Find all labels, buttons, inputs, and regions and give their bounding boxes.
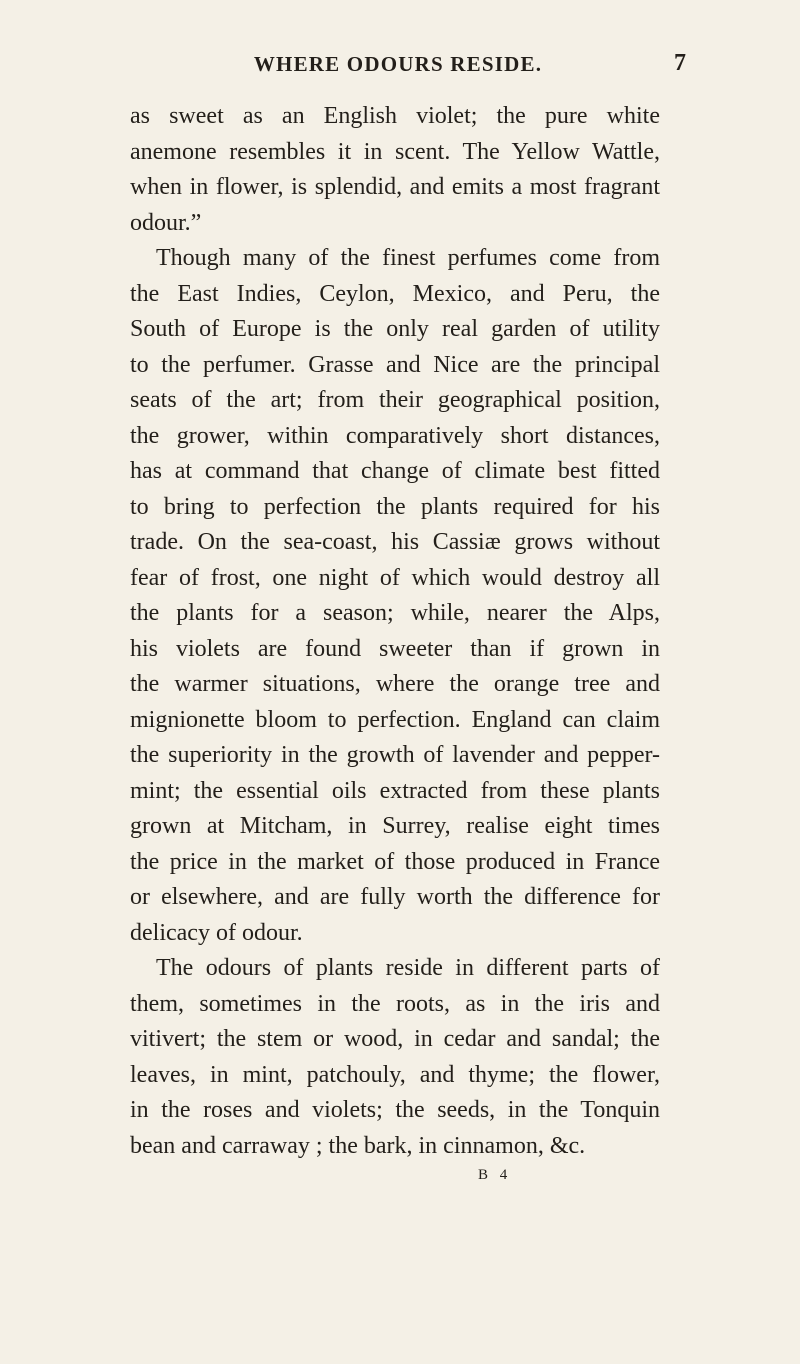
text-line: the price in the market of those produced in France [130,848,660,875]
text-line: trade. On the sea-coast, his Cassiæ grows without [130,529,660,555]
text-line: Though many of the finest perfumes come from [156,245,660,271]
printer-signature: B 4 [478,1167,512,1183]
text-line: delicacy of odour. [130,919,303,946]
text-line: mint; the essential oils extracted from these plants [130,777,660,804]
text-line: as sweet as an English violet; the pure white [130,103,660,129]
text-line: when in flower, is splendid, and emits a most fragrant [130,174,660,200]
text-line: The odours of plants reside in different parts of [156,955,660,981]
text-line: to the perfumer. Grasse and Nice are the principal [130,351,660,378]
text-line: has at command that change of climate best fitted [130,458,660,484]
text-line: in the roses and violets; the seeds, in the Tonquin [130,1097,660,1123]
running-title: WHERE ODOURS RESIDE. [253,52,543,76]
text-line: bean and carraway ; the bark, in cinnamon, &c. [130,1132,586,1159]
text-line: mignionette bloom to perfection. England can claim [130,706,660,733]
text-line: them, sometimes in the roots, as in the iris and [130,990,660,1017]
page-number: 7 [674,50,686,76]
text-line: anemone resembles it in scent. The Yellow Wattle, [130,138,660,165]
text-line: fear of frost, one night of which would destroy all [130,564,660,591]
text-line: grown at Mitcham, in Surrey, realise eight times [130,813,660,839]
text-line: vitivert; the stem or wood, in cedar and sandal; the [130,1026,660,1052]
text-line: seats of the art; from their geographical position, [130,387,660,413]
text-line: the warmer situations, where the orange tree and [130,671,660,697]
text-line: leaves, in mint, patchouly, and thyme; the flower, [130,1061,660,1088]
text-line: to bring to perfection the plants required for his [130,493,660,520]
text-line: or elsewhere, and are fully worth the difference for [130,884,660,910]
text-line: the East Indies, Ceylon, Mexico, and Peru, the [130,280,660,307]
text-line: the grower, within comparatively short distances, [130,422,660,449]
text-line: his violets are found sweeter than if grown in [130,635,660,662]
text-line: the superiority in the growth of lavender and pepper- [130,742,660,768]
text-line: South of Europe is the only real garden of utility [130,316,660,342]
text-line: odour.” [130,209,202,236]
running-header [130,50,686,86]
text-line: the plants for a season; while, nearer the Alps, [130,600,660,626]
body-text [130,99,660,1164]
